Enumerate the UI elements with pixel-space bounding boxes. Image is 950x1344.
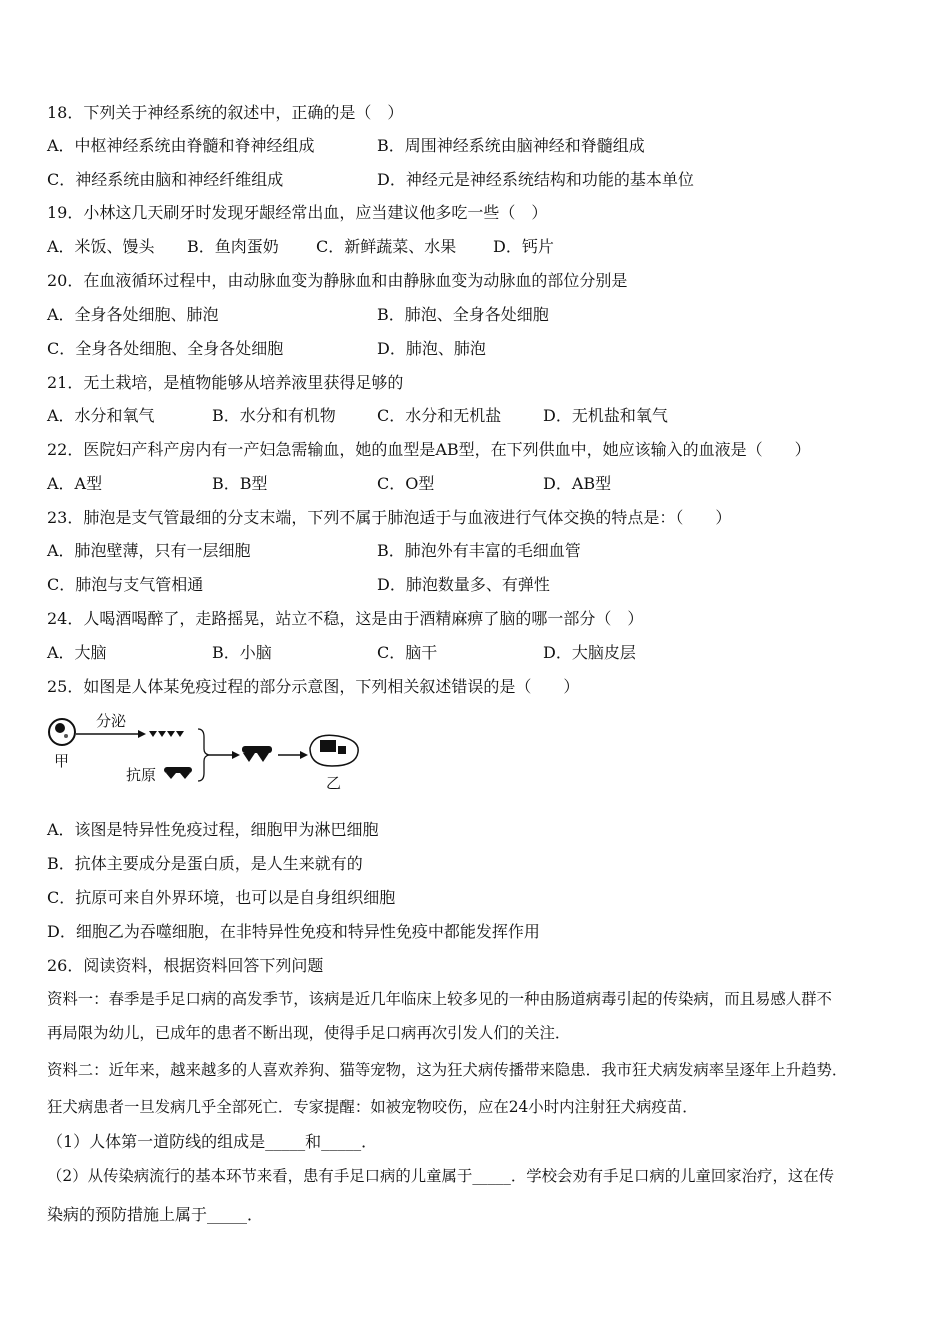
q20-option-d: D．肺泡、肺泡: [377, 339, 486, 358]
q19-option-d: D．钙片: [493, 237, 554, 256]
q24-option-c: C．脑干: [377, 643, 438, 662]
q25-option-b: B．抗体主要成分是蛋白质，是人生来就有的: [47, 854, 363, 873]
q24-option-d: D．大脑皮层: [543, 643, 636, 662]
q19-option-a: A．米饭、馒头: [47, 237, 155, 256]
q26-subquestion-2-line2: 染病的预防措施上属于_____．: [47, 1205, 264, 1224]
q23-option-c: C．肺泡与支气管相通: [47, 575, 204, 594]
q24-option-b: B．小脑: [212, 643, 272, 662]
antibody-icon: [149, 731, 184, 737]
q22-option-c: C．O型: [377, 474, 435, 493]
q21-option-d: D．无机盐和氧气: [543, 406, 668, 425]
phagocyte-icon: [310, 735, 358, 766]
q18-option-b: B．周围神经系统由脑神经和脊髓组成: [377, 136, 645, 155]
q21-option-c: C．水分和无机盐: [377, 406, 502, 425]
antigen-icon: [164, 767, 192, 779]
immune-process-diagram: [46, 704, 366, 799]
cell-a-icon: [49, 719, 75, 745]
q25-stem: 25．如图是人体某免疫过程的部分示意图，下列相关叙述错误的是（ ）: [47, 677, 580, 696]
antigen-antibody-complex-icon: [242, 746, 272, 762]
q20-option-c: C．全身各处细胞、全身各处细胞: [47, 339, 284, 358]
q18-option-a: A．中枢神经系统由脊髓和脊神经组成: [47, 136, 315, 155]
q26-subquestion-2-line1: （2）从传染病流行的基本环节来看，患有手足口病的儿童属于_____．学校会劝有手足口病的儿童回家治疗，这在传: [47, 1167, 835, 1185]
q25-option-c: C．抗原可来自外界环境，也可以是自身组织细胞: [47, 888, 396, 907]
cell-a-label: 甲: [54, 752, 70, 770]
q25-option-d: D．细胞乙为吞噬细胞，在非特异性免疫和特异性免疫中都能发挥作用: [47, 922, 540, 941]
q23-option-a: A．肺泡壁薄，只有一层细胞: [47, 541, 251, 560]
q20-option-b: B．肺泡、全身各处细胞: [377, 305, 549, 324]
q22-option-b: B．B型: [212, 474, 268, 493]
cell-b-label: 乙: [326, 774, 342, 792]
q18-stem: 18．下列关于神经系统的叙述中，正确的是（ ）: [47, 103, 404, 122]
q20-option-a: A．全身各处细胞、肺泡: [47, 305, 219, 324]
q24-stem: 24．人喝酒喝醉了，走路摇晃，站立不稳，这是由于酒精麻痹了脑的哪一部分（ ）: [47, 609, 644, 628]
q26-subquestion-1: （1）人体第一道防线的组成是_____和_____．: [47, 1132, 378, 1151]
q22-stem: 22．医院妇产科产房内有一产妇急需输血，她的血型是AB型，在下列供血中，她应该输入的血液是（ ）: [47, 440, 811, 459]
q22-option-d: D．AB型: [543, 474, 612, 493]
bracket: [198, 729, 209, 781]
q20-stem: 20．在血液循环过程中，由动脉血变为静脉血和由静脉血变为动脉血的部位分别是: [47, 271, 628, 290]
q19-option-c: C．新鲜蔬菜、水果: [316, 237, 457, 256]
q26-material1-line1: 资料一：春季是手足口病的高发季节，该病是近几年临床上较多见的一种由肠道病毒引起的传染病，而且易感人群不: [47, 990, 832, 1008]
q26-stem: 26．阅读资料，根据资料回答下列问题: [47, 956, 324, 975]
q26-material2-line2: 狂犬病患者一旦发病几乎全部死亡．专家提醒：如被宠物咬伤，应在24小时内注射狂犬病疫苗．: [47, 1098, 698, 1116]
q18-option-d: D．神经元是神经系统结构和功能的基本单位: [377, 170, 694, 189]
q26-material1-line2: 再局限为幼儿，已成年的患者不断出现，使得手足口病再次引发人们的关注．: [47, 1024, 571, 1042]
q25-option-a: A．该图是特异性免疫过程，细胞甲为淋巴细胞: [47, 820, 379, 839]
q26-material2-line1: 资料二：近年来，越来越多的人喜欢养狗、猫等宠物，这为狂犬病传播带来隐患．我市狂犬病发病率呈逐年上升趋势．: [47, 1061, 848, 1079]
secrete-label: 分泌: [96, 712, 127, 730]
q23-option-d: D．肺泡数量多、有弹性: [377, 575, 550, 594]
q23-option-b: B．肺泡外有丰富的毛细血管: [377, 541, 581, 560]
q21-stem: 21．无土栽培，是植物能够从培养液里获得足够的: [47, 373, 404, 392]
q21-option-a: A．水分和氧气: [47, 406, 155, 425]
q18-option-c: C．神经系统由脑和神经纤维组成: [47, 170, 284, 189]
q21-option-b: B．水分和有机物: [212, 406, 336, 425]
q24-option-a: A．大脑: [47, 643, 107, 662]
q19-option-b: B．鱼肉蛋奶: [187, 237, 279, 256]
antigen-label: 抗原: [126, 766, 157, 784]
q19-stem: 19．小林这几天刷牙时发现牙龈经常出血，应当建议他多吃一些（ ）: [47, 203, 548, 222]
q22-option-a: A．A型: [47, 474, 103, 493]
q23-stem: 23．肺泡是支气管最细的分支末端，下列不属于肺泡适于与血液进行气体交换的特点是：（ ）: [47, 508, 732, 527]
